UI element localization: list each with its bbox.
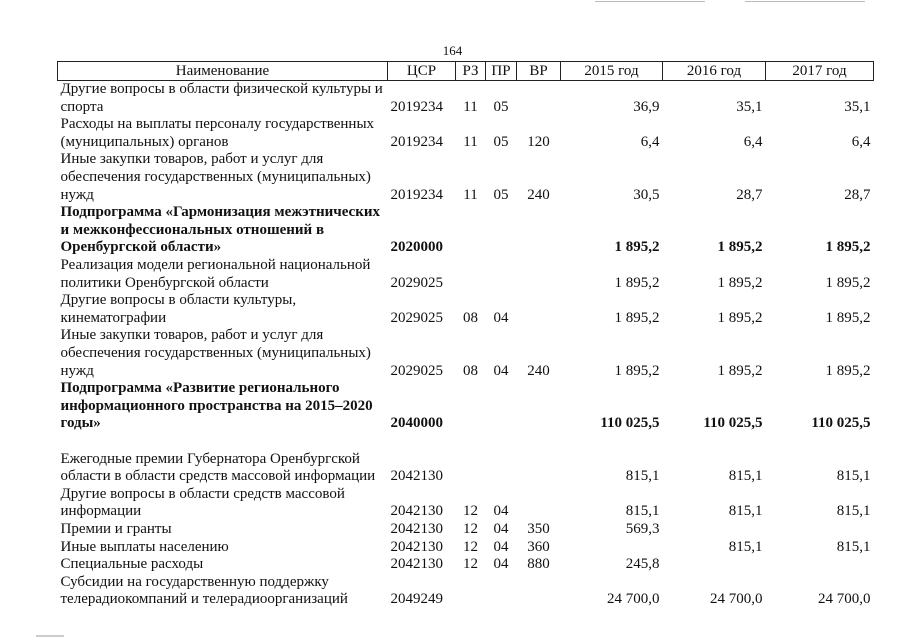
- row-2015: 1 895,2: [614, 309, 660, 326]
- row-2017: [766, 556, 874, 574]
- table-header-row: [58, 62, 874, 81]
- row-csr: 2019234: [390, 98, 443, 115]
- row-2017: 815,1: [836, 468, 871, 485]
- row-name: Другие вопросы в области физической культуры и спорта: [60, 81, 383, 115]
- row-2016: 35,1: [736, 98, 763, 115]
- row-vr: [517, 433, 561, 486]
- row-vr: 240: [527, 186, 550, 203]
- row-rz: 08: [463, 362, 478, 379]
- row-rz: [456, 433, 486, 486]
- table-row: [58, 539, 874, 557]
- header-pr: ПР: [486, 62, 517, 81]
- row-csr: 2042130: [390, 556, 443, 573]
- row-2017: 24 700,0: [818, 591, 871, 608]
- scan-artifact-line: [595, 1, 705, 2]
- row-pr: [486, 257, 517, 292]
- row-pr: [486, 433, 517, 486]
- row-2017: 815,1: [836, 503, 871, 520]
- row-2017: 1 895,2: [825, 239, 871, 256]
- row-rz: 11: [463, 98, 478, 115]
- row-pr: 04: [493, 520, 509, 537]
- row-name: Специальные расходы: [60, 556, 204, 573]
- row-2017: 1 895,2: [825, 362, 871, 379]
- row-2015: 569,3: [625, 520, 660, 537]
- row-2015: 24 700,0: [607, 591, 660, 608]
- row-2017: 110 025,5: [811, 415, 871, 432]
- row-2016: 6,4: [743, 133, 763, 150]
- row-name: Подпрограмма «Гармонизация межэтнических и межконфессиональных отношений в Оренбургской области»: [60, 204, 380, 256]
- row-rz: 08: [463, 309, 478, 326]
- table-row: [58, 380, 874, 433]
- row-2016: 1 895,2: [717, 274, 763, 291]
- row-vr: [517, 257, 561, 292]
- row-name: Иные выплаты населению: [60, 538, 229, 555]
- row-2017: 1 895,2: [825, 274, 871, 291]
- row-2015: 110 025,5: [600, 415, 660, 432]
- row-csr: 2042130: [390, 468, 443, 485]
- table-row: [58, 257, 874, 292]
- row-2016: 815,1: [728, 468, 763, 485]
- row-vr: [517, 204, 561, 257]
- row-rz: [456, 380, 486, 433]
- table-row: [58, 574, 874, 609]
- row-name: Реализация модели региональной национальной политики Оренбургской области: [60, 256, 371, 291]
- header-name: Наименование: [58, 62, 388, 81]
- row-pr: 04: [493, 556, 509, 573]
- header-2016: 2016 год: [663, 62, 766, 81]
- row-vr: [517, 486, 561, 521]
- row-vr: 360: [527, 538, 550, 555]
- row-rz: 11: [463, 133, 478, 150]
- header-vr: ВР: [517, 62, 561, 81]
- table-row: [58, 433, 874, 486]
- row-2017: 28,7: [844, 186, 871, 203]
- row-csr: 2019234: [390, 133, 443, 150]
- table-row: [58, 556, 874, 574]
- row-rz: 12: [463, 538, 478, 555]
- row-pr: [486, 204, 517, 257]
- row-vr: [517, 574, 561, 609]
- row-pr: 04: [493, 538, 509, 555]
- row-csr: 2042130: [390, 520, 443, 537]
- row-name: Премии и гранты: [60, 520, 172, 537]
- row-2016: 1 895,2: [717, 309, 763, 326]
- row-name: Ежегодные премии Губернатора Оренбургской области в области средств массовой информации: [60, 450, 376, 485]
- table-row: [58, 486, 874, 521]
- scan-artifact-line: [745, 1, 865, 2]
- table-row: [58, 151, 874, 204]
- row-pr: [486, 380, 517, 433]
- table-row: [58, 81, 874, 117]
- row-2015: 1 895,2: [614, 274, 660, 291]
- table-row: [58, 204, 874, 257]
- row-rz: 12: [463, 503, 478, 520]
- row-2015: 1 895,2: [614, 362, 660, 379]
- row-2015: 36,9: [633, 98, 660, 115]
- row-pr: 04: [493, 309, 509, 326]
- row-csr: 2029025: [390, 309, 443, 326]
- row-2015: [561, 539, 663, 557]
- row-name: Иные закупки товаров, работ и услуг для обеспечения государственных (муниципальных) нужд: [60, 327, 371, 379]
- row-vr: [517, 380, 561, 433]
- row-pr: 05: [493, 98, 509, 115]
- scan-artifact-line: [36, 635, 64, 637]
- row-2017: 6,4: [851, 133, 871, 150]
- row-2016: 815,1: [728, 503, 763, 520]
- row-vr: 120: [527, 133, 550, 150]
- table-body: [58, 81, 874, 609]
- row-pr: [486, 574, 517, 609]
- row-name: Подпрограмма «Развитие регионального информационного пространства на 2015–2020 годы»: [60, 380, 373, 432]
- row-csr: 2042130: [390, 503, 443, 520]
- row-rz: [456, 574, 486, 609]
- table-row: [58, 521, 874, 539]
- row-2016: 24 700,0: [710, 591, 763, 608]
- row-2016: 815,1: [728, 538, 763, 555]
- header-csr: ЦСР: [388, 62, 456, 81]
- row-name: Иные закупки товаров, работ и услуг для обеспечения государственных (муниципальных) нужд: [60, 151, 371, 203]
- row-2015: 815,1: [625, 468, 660, 485]
- row-2017: 815,1: [836, 538, 871, 555]
- page-number: 164: [442, 43, 463, 58]
- row-2016: 110 025,5: [703, 415, 763, 432]
- row-name: Субсидии на государственную поддержку телерадиокомпаний и телерадиоорганизаций: [60, 573, 348, 608]
- row-pr: 05: [493, 133, 509, 150]
- row-2016: 1 895,2: [717, 239, 763, 256]
- row-vr: 880: [527, 556, 550, 573]
- row-vr: 350: [527, 520, 550, 537]
- row-2015: 1 895,2: [614, 239, 660, 256]
- row-2015: 30,5: [633, 186, 660, 203]
- row-csr: 2029025: [390, 362, 443, 379]
- row-rz: 11: [463, 186, 478, 203]
- row-name: Расходы на выплаты персоналу государственных (муниципальных) органов: [60, 116, 375, 150]
- row-pr: 04: [493, 362, 509, 379]
- row-name: Другие вопросы в области культуры, кинематографии: [60, 292, 297, 326]
- row-2017: 35,1: [844, 98, 871, 115]
- row-2015: 6,4: [640, 133, 660, 150]
- budget-table: [57, 61, 874, 609]
- row-2017: [766, 521, 874, 539]
- row-csr: 2020000: [390, 239, 443, 256]
- header-2017: 2017 год: [766, 62, 874, 81]
- row-rz: 12: [463, 556, 478, 573]
- row-2016: [663, 556, 766, 574]
- row-2016: 28,7: [736, 186, 763, 203]
- table-row: [58, 292, 874, 327]
- header-2015: 2015 год: [561, 62, 663, 81]
- row-csr: 2029025: [390, 274, 443, 291]
- table-row: [58, 116, 874, 151]
- row-pr: 05: [493, 186, 509, 203]
- row-name: Другие вопросы в области средств массовой информации: [60, 485, 345, 520]
- header-rz: РЗ: [456, 62, 486, 81]
- row-vr: 240: [527, 362, 550, 379]
- row-rz: [456, 204, 486, 257]
- row-2015: 245,8: [625, 556, 660, 573]
- row-csr: 2040000: [390, 415, 443, 432]
- row-vr: [517, 292, 561, 327]
- table-row: [58, 327, 874, 380]
- row-2015: 815,1: [625, 503, 660, 520]
- row-2016: [663, 521, 766, 539]
- row-csr: 2042130: [390, 538, 443, 555]
- row-rz: [456, 257, 486, 292]
- row-vr: [517, 81, 561, 117]
- row-csr: 2049249: [390, 591, 443, 608]
- row-csr: 2019234: [390, 186, 443, 203]
- row-rz: 12: [463, 520, 478, 537]
- row-pr: 04: [493, 503, 509, 520]
- row-2016: 1 895,2: [717, 362, 763, 379]
- row-2017: 1 895,2: [825, 309, 871, 326]
